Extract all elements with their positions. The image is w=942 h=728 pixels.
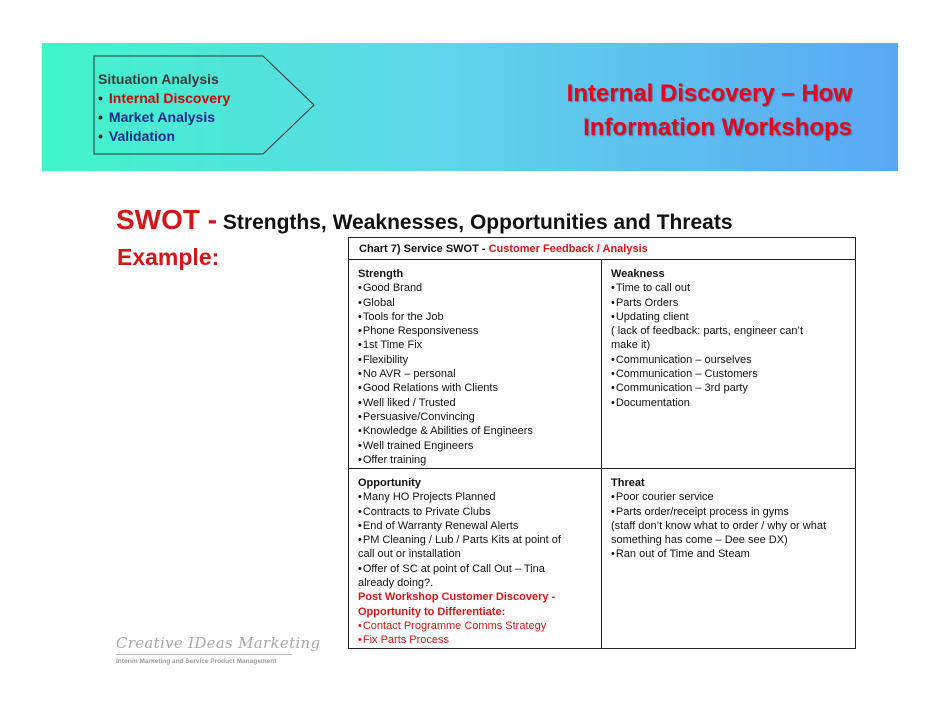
list-item: •Documentation — [611, 396, 690, 409]
situation-analysis-box — [98, 70, 230, 146]
weakness-cell — [602, 260, 855, 468]
list-item: •End of Warranty Renewal Alerts — [358, 519, 519, 532]
table-row — [349, 469, 855, 648]
table-caption: Chart 7) Service SWOT - Customer Feedback / Analysis — [349, 238, 855, 260]
list-item: •Phone Responsiveness — [358, 325, 479, 338]
list-item: •Good Relations with Clients — [358, 382, 498, 395]
company-logo — [116, 634, 320, 665]
list-item: •Communication – Customers — [611, 368, 758, 381]
list-item: •Persuasive/Convincing — [358, 410, 475, 423]
strength-cell — [349, 260, 602, 468]
list-item: •No AVR – personal — [358, 368, 456, 381]
logo-divider — [116, 654, 292, 655]
weakness-title: Weakness — [611, 268, 665, 280]
slide-title: Internal Discovery – How Information Workshops — [566, 80, 852, 141]
list-item: •Offer training — [358, 453, 427, 466]
list-item: •Many HO Projects Planned — [358, 491, 496, 504]
situation-item-market-analysis: • Market Analysis — [98, 109, 215, 125]
list-item: make it) — [611, 339, 651, 352]
list-item: •Fix Parts Process — [358, 634, 450, 647]
logo-tagline: Interim Marketing and Service Product Management — [116, 658, 277, 665]
list-item: •Parts order/receipt process in gyms — [611, 505, 789, 518]
opportunity-cell — [349, 469, 602, 648]
list-item: ( lack of feedback: parts, engineer can’t — [611, 325, 803, 338]
list-item: •Well trained Engineers — [358, 439, 474, 452]
table-row — [349, 260, 855, 469]
post-workshop-title: Post Workshop Customer Discovery - — [358, 591, 556, 604]
list-item: •Offer of SC at point of Call Out – Tina — [358, 562, 545, 575]
swot-heading: SWOT - Strengths, Weaknesses, Opportunities and Threats — [116, 204, 733, 235]
list-item: •Communication – ourselves — [611, 353, 752, 366]
situation-item-validation: • Validation — [98, 128, 176, 144]
list-item: •1st Time Fix — [358, 339, 423, 352]
swot-table — [348, 237, 856, 649]
situation-item-internal-discovery: • Internal Discovery — [98, 90, 231, 106]
logo-name: Creative IDeas Marketing — [116, 634, 321, 652]
strength-title: Strength — [358, 268, 404, 280]
threat-title: Threat — [611, 477, 645, 489]
list-item: •Knowledge & Abilities of Engineers — [358, 425, 533, 438]
threat-cell — [602, 469, 855, 648]
list-item: •Global — [358, 296, 395, 309]
example-label: Example: — [117, 244, 220, 270]
opportunity-title: Opportunity — [358, 477, 421, 489]
list-item: •Flexibility — [358, 353, 409, 366]
list-item: •Parts Orders — [611, 296, 679, 309]
list-item: •Well liked / Trusted — [358, 396, 456, 409]
list-item: •Good Brand — [358, 282, 423, 295]
list-item: •Time to call out — [611, 282, 691, 295]
list-item: •Communication – 3rd party — [611, 382, 748, 395]
list-item: already doing?. — [358, 577, 434, 590]
list-item: •Contact Programme Comms Strategy — [358, 619, 547, 632]
situation-title: Situation Analysis — [98, 71, 219, 87]
list-item: call out or installation — [358, 548, 461, 561]
list-item: something has come – Dee see DX) — [611, 534, 788, 547]
list-item: •Tools for the Job — [358, 310, 444, 323]
list-item: •Updating client — [611, 310, 689, 323]
header-banner — [42, 43, 898, 171]
list-item: (staff don’t know what to order / why or what — [611, 519, 827, 532]
list-item: •PM Cleaning / Lub / Parts Kits at point of — [358, 534, 561, 547]
post-workshop-subtitle: Opportunity to Differentiate: — [358, 605, 506, 618]
list-item: •Ran out of Time and Steam — [611, 548, 750, 561]
list-item: •Contracts to Private Clubs — [358, 505, 491, 518]
list-item: •Poor courier service — [611, 491, 714, 504]
